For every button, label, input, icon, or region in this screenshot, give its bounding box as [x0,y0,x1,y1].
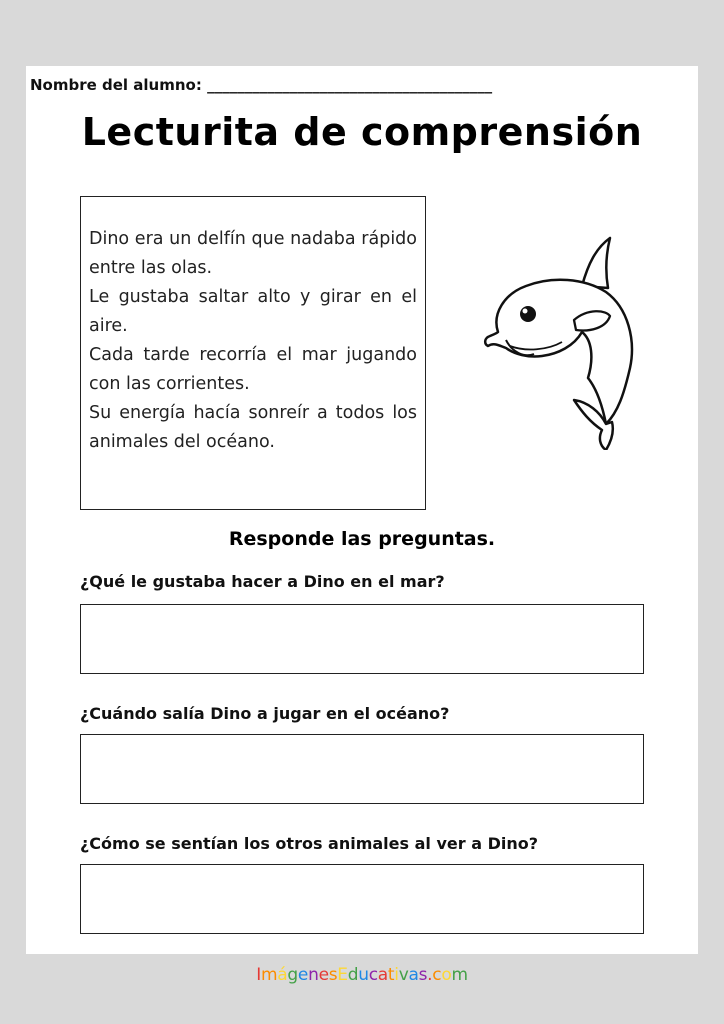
footer-brand-letter: á [277,965,288,985]
footer-brand-letter: u [358,965,369,985]
question-2: ¿Cuándo salía Dino a jugar en el océano? [80,704,450,723]
story-line: Dino era un delfín que nadaba rápido entre las olas. [89,229,417,278]
footer-brand-letter: e [318,965,329,985]
student-name-blank: ______________________________________ [207,76,493,94]
footer-brand-letter: o [441,965,452,985]
footer-brand-letter: a [377,965,388,985]
questions-title: Responde las preguntas. [228,528,496,550]
question-1: ¿Qué le gustaba hacer a Dino en el mar? [80,572,445,591]
footer-brand-letter: t [387,965,395,985]
dolphin-icon [478,228,638,450]
story-line: Le gustaba saltar alto y girar en el aire. [89,287,417,336]
answer-box-3[interactable] [80,864,644,934]
question-3: ¿Cómo se sentían los otros animales al ver a Dino? [80,834,538,853]
footer-brand-letter: c [368,965,378,985]
answer-box-1[interactable] [80,604,644,674]
footer-brand-letter: a [408,965,419,985]
footer-brand-letter: E [337,965,348,985]
footer-brand-letter: m [261,965,278,985]
footer-brand-letter: n [308,965,319,985]
footer-brand-letter: s [418,965,428,985]
footer-brand-letter: g [287,965,298,985]
student-name-label: Nombre del alumno: [30,76,202,94]
footer-brand-letter: c [432,965,442,985]
story-box [80,196,426,510]
story-line: Cada tarde recorría el mar jugando con las corrientes. [89,345,417,394]
footer-brand-letter: m [451,965,468,985]
footer-brand-letter: I [256,965,262,985]
footer-brand-text [256,965,467,985]
footer-brand-letter: s [328,965,338,985]
story-text [89,225,417,457]
footer-brand-letter: v [398,965,409,985]
answer-box-2[interactable] [80,734,644,804]
student-name-row [30,76,492,94]
worksheet-title: Lecturita de comprensión [81,110,643,154]
footer-brand-letter: d [347,965,359,985]
footer-brand[interactable] [0,965,724,985]
footer-brand-letter: e [297,965,309,985]
footer-brand-letter: i [394,965,399,985]
story-line: Su energía hacía sonreír a todos los animales del océano. [89,403,417,452]
footer-brand-letter: . [427,965,433,985]
